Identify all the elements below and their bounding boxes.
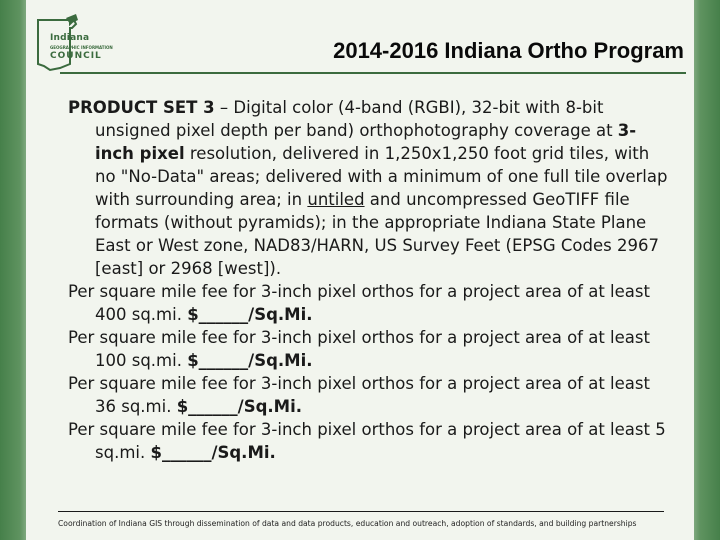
fee-price-blank: $______/Sq.Mi. xyxy=(176,397,303,416)
logo-text-geographic: GEOGRAPHIC INFORMATION xyxy=(50,45,113,50)
slide-body xyxy=(68,96,668,464)
fee-line-100 xyxy=(68,326,668,372)
logo-text-council: COUNCIL xyxy=(50,51,102,61)
fee-price-blank: $______/Sq.Mi. xyxy=(187,351,313,370)
title-divider xyxy=(60,72,686,74)
product-set-text-3: and uncompressed GeoTIFF file formats (without pyramids); in the appropriate Indiana State Plane East or West zone, NAD83/HARN, US Survey Feet (EPSG Codes 2967 [east] or 2968 [west]). xyxy=(95,190,659,278)
fee-price-blank: $______/Sq.Mi. xyxy=(187,305,313,324)
fee-text: Per square mile fee for 3-inch pixel orthos for a project area of at least 5 sq.mi. xyxy=(68,420,666,462)
igic-logo xyxy=(36,14,126,72)
indiana-state-outline-icon xyxy=(36,14,126,72)
fee-line-400 xyxy=(68,280,668,326)
fee-text: Per square mile fee for 3-inch pixel orthos for a project area of at least 36 sq.mi. xyxy=(68,374,650,416)
footer-tagline: Coordination of Indiana GIS through dissemination of data and data products, education and outreach, adoption of standards, and building partnerships xyxy=(58,519,637,528)
footer-divider xyxy=(58,511,664,512)
product-set-label: PRODUCT SET 3 xyxy=(68,98,215,117)
product-set-paragraph xyxy=(68,96,668,280)
product-set-text-1: – Digital color (4-band (RGBI), 32-bit with 8-bit unsigned pixel depth per band) orthophotography coverage at xyxy=(95,98,618,140)
fee-text: Per square mile fee for 3-inch pixel orthos for a project area of at least 400 sq.mi. xyxy=(68,282,650,324)
fee-line-5 xyxy=(68,418,668,464)
product-set-text-2: resolution, delivered in 1,250x1,250 foot grid tiles, with no "No-Data" areas; delivered with a minimum of one full tile overlap with surrounding area; in xyxy=(95,144,668,209)
untiled-underlined: untiled xyxy=(307,190,365,209)
resolution-highlight: 3-inch pixel xyxy=(95,121,637,163)
page-title: 2014-2016 Indiana Ortho Program xyxy=(333,38,684,63)
logo-text-indiana: Indiana xyxy=(50,33,90,43)
fee-text: Per square mile fee for 3-inch pixel orthos for a project area of at least 100 sq.mi. xyxy=(68,328,650,370)
fee-line-36 xyxy=(68,372,668,418)
fee-price-blank: $______/Sq.Mi. xyxy=(150,443,276,462)
